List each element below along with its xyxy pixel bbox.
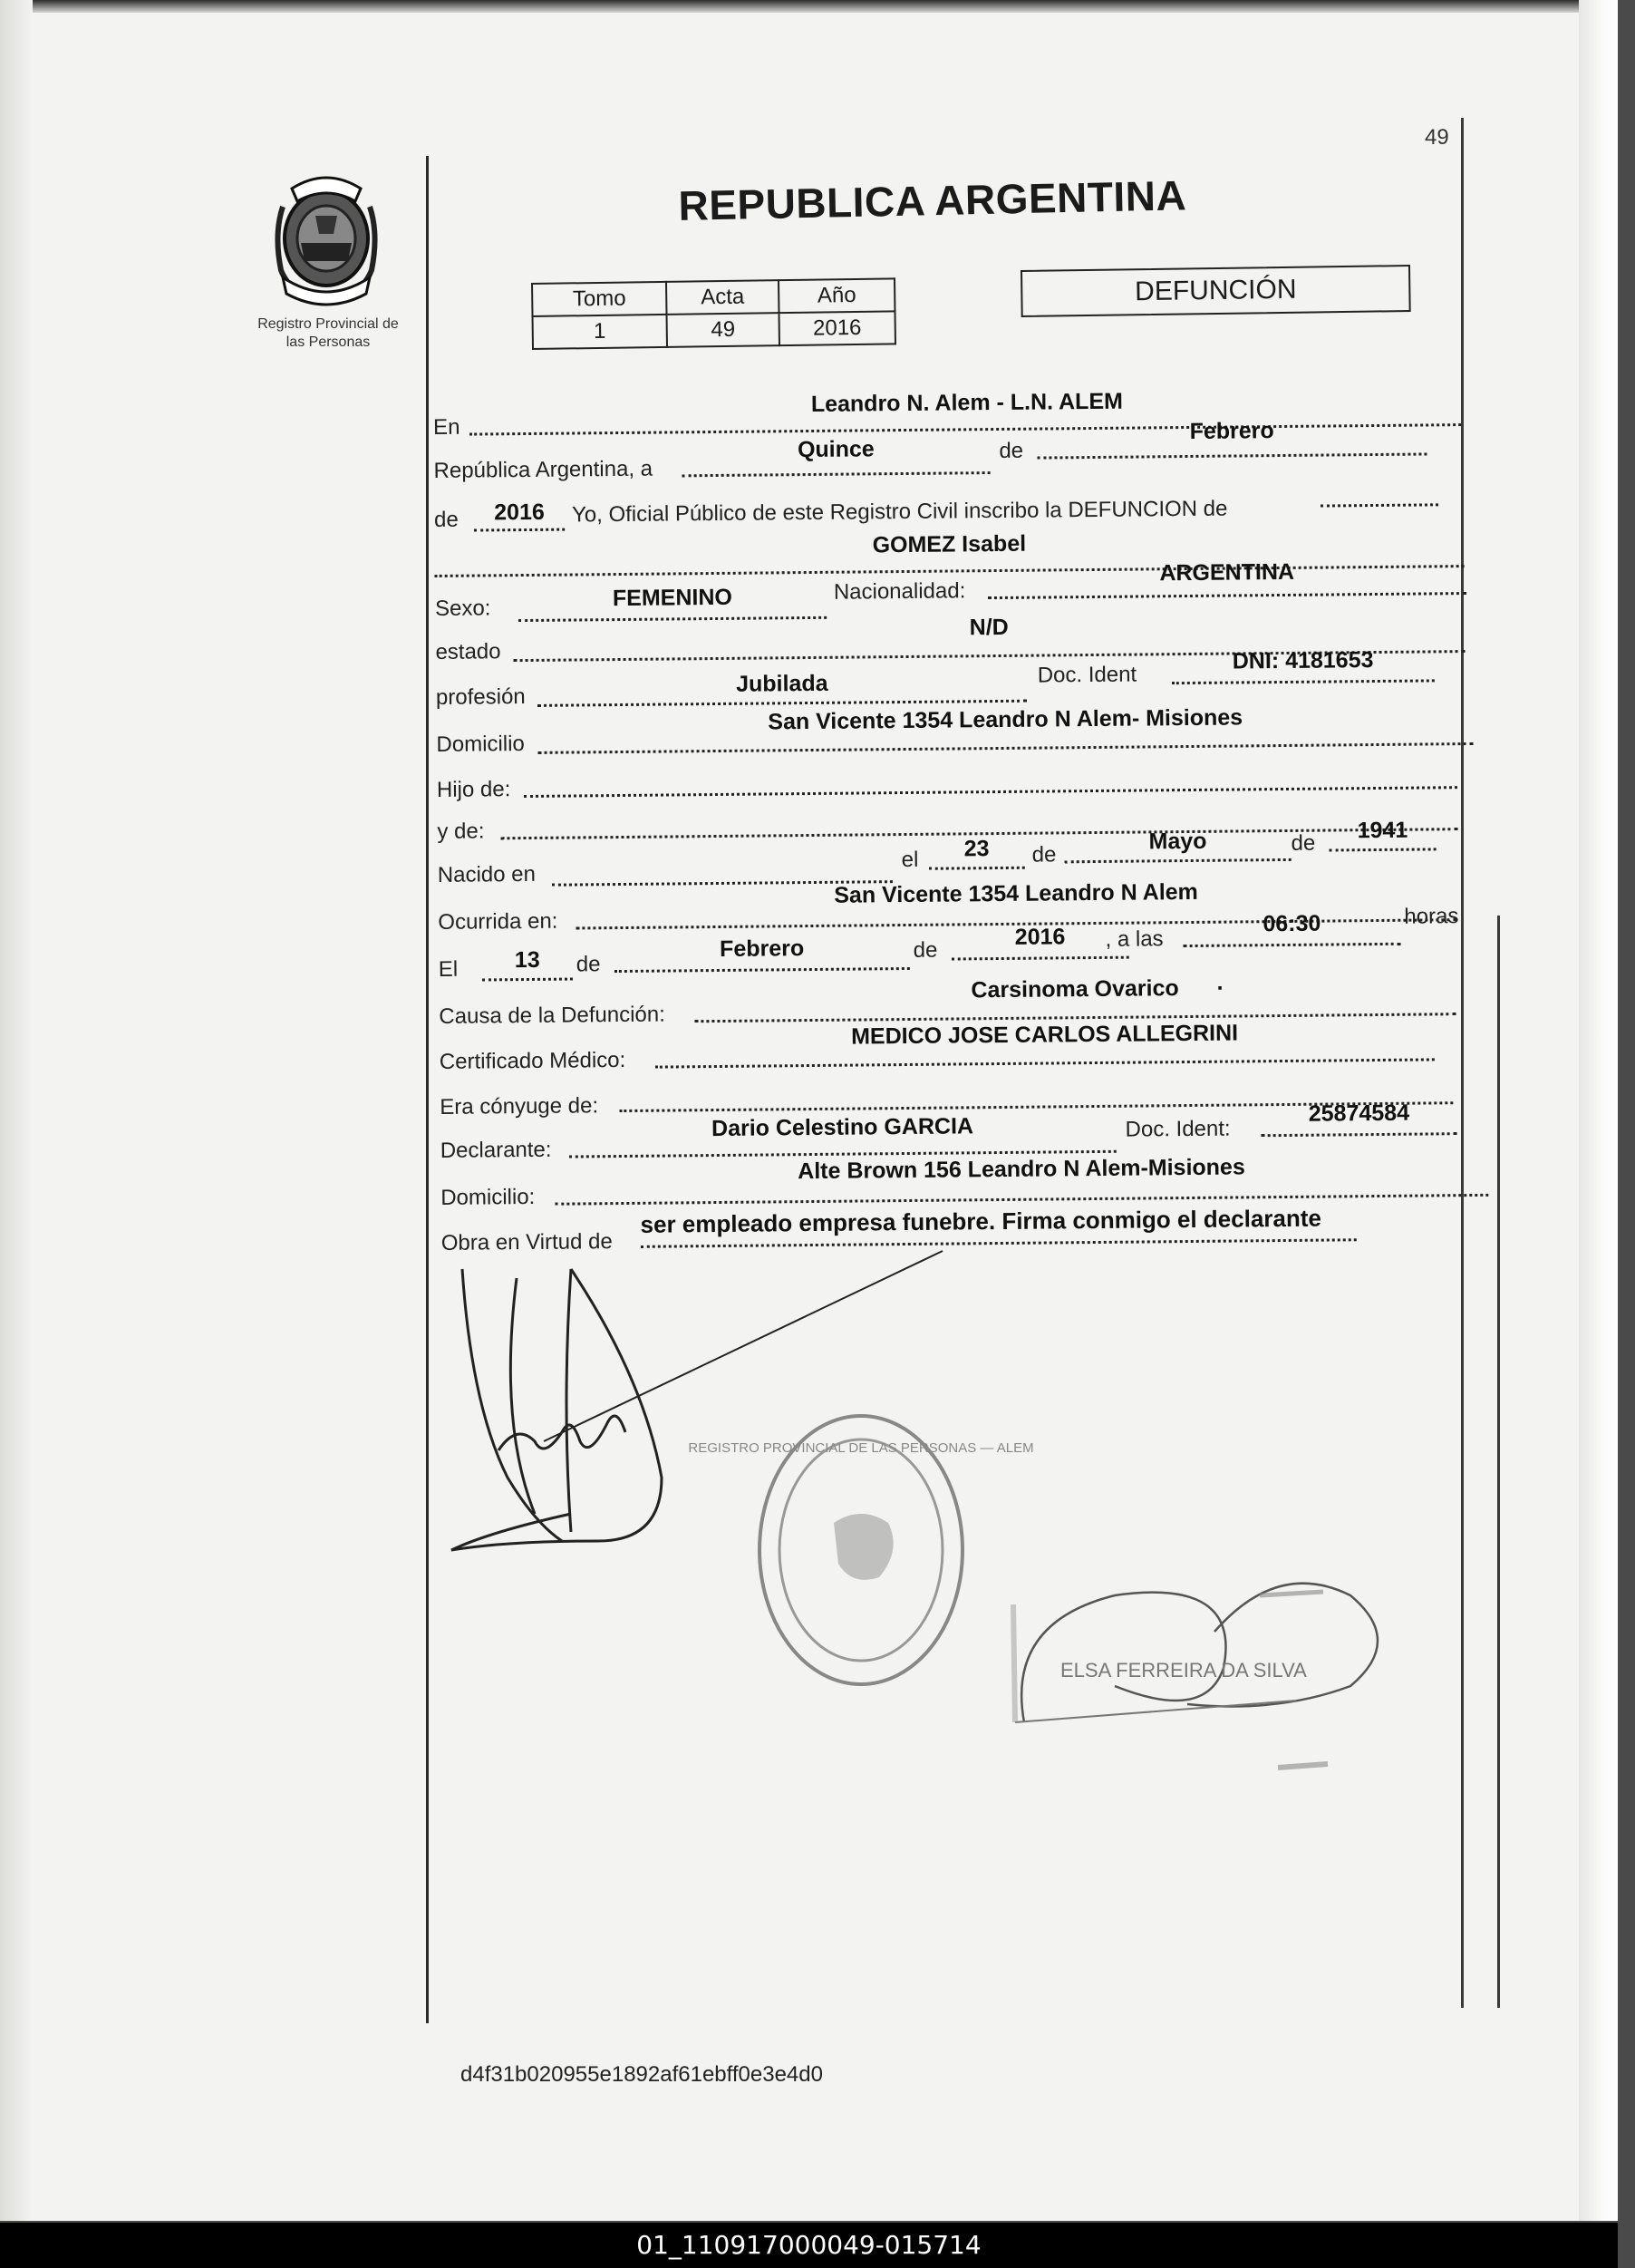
- causa-value: Carsinoma Ovarico: [971, 975, 1179, 1003]
- conyuge-label: Era cónyuge de:: [440, 1093, 599, 1119]
- lugar-value: Leandro N. Alem - L.N. ALEM: [810, 388, 1124, 417]
- page-number: 49: [1425, 125, 1449, 150]
- acta-header-cell: Año: [779, 278, 895, 313]
- de-label: de: [999, 438, 1024, 463]
- causa-label: Causa de la Defunción:: [439, 1002, 665, 1029]
- fill-line: [682, 471, 991, 477]
- registro-seal-icon: [688, 1405, 1034, 1695]
- fill-line: [1330, 848, 1437, 851]
- nacido-label: Nacido en: [437, 861, 537, 887]
- obra-label: Obra en Virtud de: [440, 1229, 613, 1255]
- nacionalidad-label: Nacionalidad:: [833, 578, 966, 605]
- en-label: En: [432, 414, 460, 440]
- domicilio-label: Domicilio: [436, 732, 525, 757]
- obra-value: ser empleado empresa funebre. Firma conmigo el declarante: [640, 1204, 1322, 1238]
- def-dia-value: 13: [514, 946, 540, 974]
- sexo-value: FEMENINO: [612, 584, 733, 612]
- declarante-domicilio-value: Alte Brown 156 Leandro N Alem-Misiones: [798, 1154, 1245, 1185]
- sexo-label: Sexo:: [434, 596, 491, 621]
- acta-header-cell: Acta: [666, 280, 779, 315]
- anio-value: 2016: [779, 311, 895, 345]
- de-label: de: [433, 507, 459, 532]
- anio-value: 2016: [494, 499, 545, 526]
- document-hash: d4f31b020955e1892af61ebff0e3e4d0: [460, 2062, 823, 2087]
- acta-header-cell: Tomo: [532, 282, 666, 316]
- oficial-signature-icon: [1006, 1541, 1414, 1777]
- profesion-value: Jubilada: [735, 670, 828, 697]
- fill-line: [988, 592, 1466, 599]
- de-label: de: [913, 937, 938, 963]
- doc-type-box: DEFUNCIÓN: [1021, 265, 1411, 317]
- fill-line: [555, 1194, 1488, 1206]
- a-las-label: , a las: [1105, 926, 1164, 952]
- causa-dot: .: [1216, 969, 1224, 995]
- el-label: el: [901, 847, 919, 873]
- def-anio-value: 2016: [1014, 924, 1066, 950]
- fill-line: [1065, 858, 1292, 863]
- declarante-label: Declarante:: [440, 1137, 552, 1163]
- tomo-value: 1: [533, 315, 667, 349]
- hora-value: 06:30: [1263, 910, 1321, 937]
- fill-line: [474, 528, 565, 532]
- ocurrida-value: San Vicente 1354 Leandro N Alem: [834, 878, 1198, 908]
- fill-line: [482, 978, 573, 982]
- domicilio-value: San Vicente 1354 Leandro N Alem- Misiones: [768, 704, 1243, 735]
- scan-footer-code: 01_110917000049-015714: [0, 2223, 1618, 2268]
- fill-line: [929, 867, 1025, 870]
- seal-text: REGISTRO PROVINCIAL DE LAS PERSONAS — ALEM: [688, 1440, 1034, 1456]
- fill-line: [538, 742, 1474, 754]
- hijo-de-label: Hijo de:: [436, 777, 511, 802]
- doc-ident-value: DNI: 4181653: [1232, 647, 1374, 674]
- def-mes-value: Febrero: [719, 935, 805, 962]
- nac-dia-value: 23: [963, 836, 990, 862]
- fill-line: [1262, 1132, 1457, 1137]
- oficial-name-text: ELSA FERREIRA DA SILVA: [1060, 1659, 1307, 1682]
- domicilio-label: Domicilio:: [440, 1184, 536, 1210]
- fill-line: [1184, 943, 1401, 947]
- mes-value: Febrero: [1189, 418, 1274, 444]
- fill-line: [1321, 503, 1438, 507]
- profesion-label: profesión: [435, 684, 526, 710]
- de-label: de: [1031, 842, 1057, 867]
- registro-caption: Registro Provincial de las Personas: [257, 316, 399, 350]
- nacionalidad-value: ARGENTINA: [1159, 558, 1295, 586]
- estado-label: estado: [435, 639, 501, 664]
- fill-line: [614, 967, 910, 973]
- declarante-value: Dario Celestino GARCIA: [711, 1113, 974, 1142]
- inscripcion-text: Yo, Oficial Público de este Registro Civil inscribo la DEFUNCION de: [571, 496, 1228, 528]
- nac-anio-value: 1941: [1357, 817, 1408, 844]
- nac-mes-value: Mayo: [1148, 828, 1207, 855]
- ocurrida-label: Ocurrida en:: [438, 908, 558, 935]
- certificado-label: Certificado Médico:: [439, 1047, 626, 1074]
- acta-value: 49: [667, 313, 779, 347]
- nombre-fallecido-value: GOMEZ Isabel: [872, 530, 1027, 558]
- estado-value: N/D: [969, 614, 1009, 641]
- de-label: de: [576, 952, 601, 977]
- certificado-value: MEDICO JOSE CARLOS ALLEGRINI: [850, 1020, 1239, 1050]
- fill-line: [952, 956, 1129, 961]
- fill-line: [655, 1058, 1435, 1068]
- fill-line: [537, 700, 1027, 707]
- doc-ident-label: Doc. Ident:: [1125, 1116, 1231, 1142]
- y-de-label: y de:: [437, 819, 485, 844]
- horas-label: horas: [1404, 904, 1459, 929]
- declarante-doc-value: 25874584: [1308, 1100, 1410, 1127]
- de-label: de: [1291, 830, 1316, 856]
- doc-ident-label: Doc. Ident: [1037, 662, 1137, 688]
- document-title: REPUBLICA ARGENTINA: [678, 171, 1187, 229]
- fill-line: [524, 786, 1457, 798]
- fill-line: [1172, 679, 1435, 684]
- fill-line: [1037, 452, 1427, 459]
- el-label: El: [438, 956, 459, 982]
- republica-label: República Argentina, a: [433, 456, 653, 483]
- dia-letras-value: Quince: [797, 436, 875, 463]
